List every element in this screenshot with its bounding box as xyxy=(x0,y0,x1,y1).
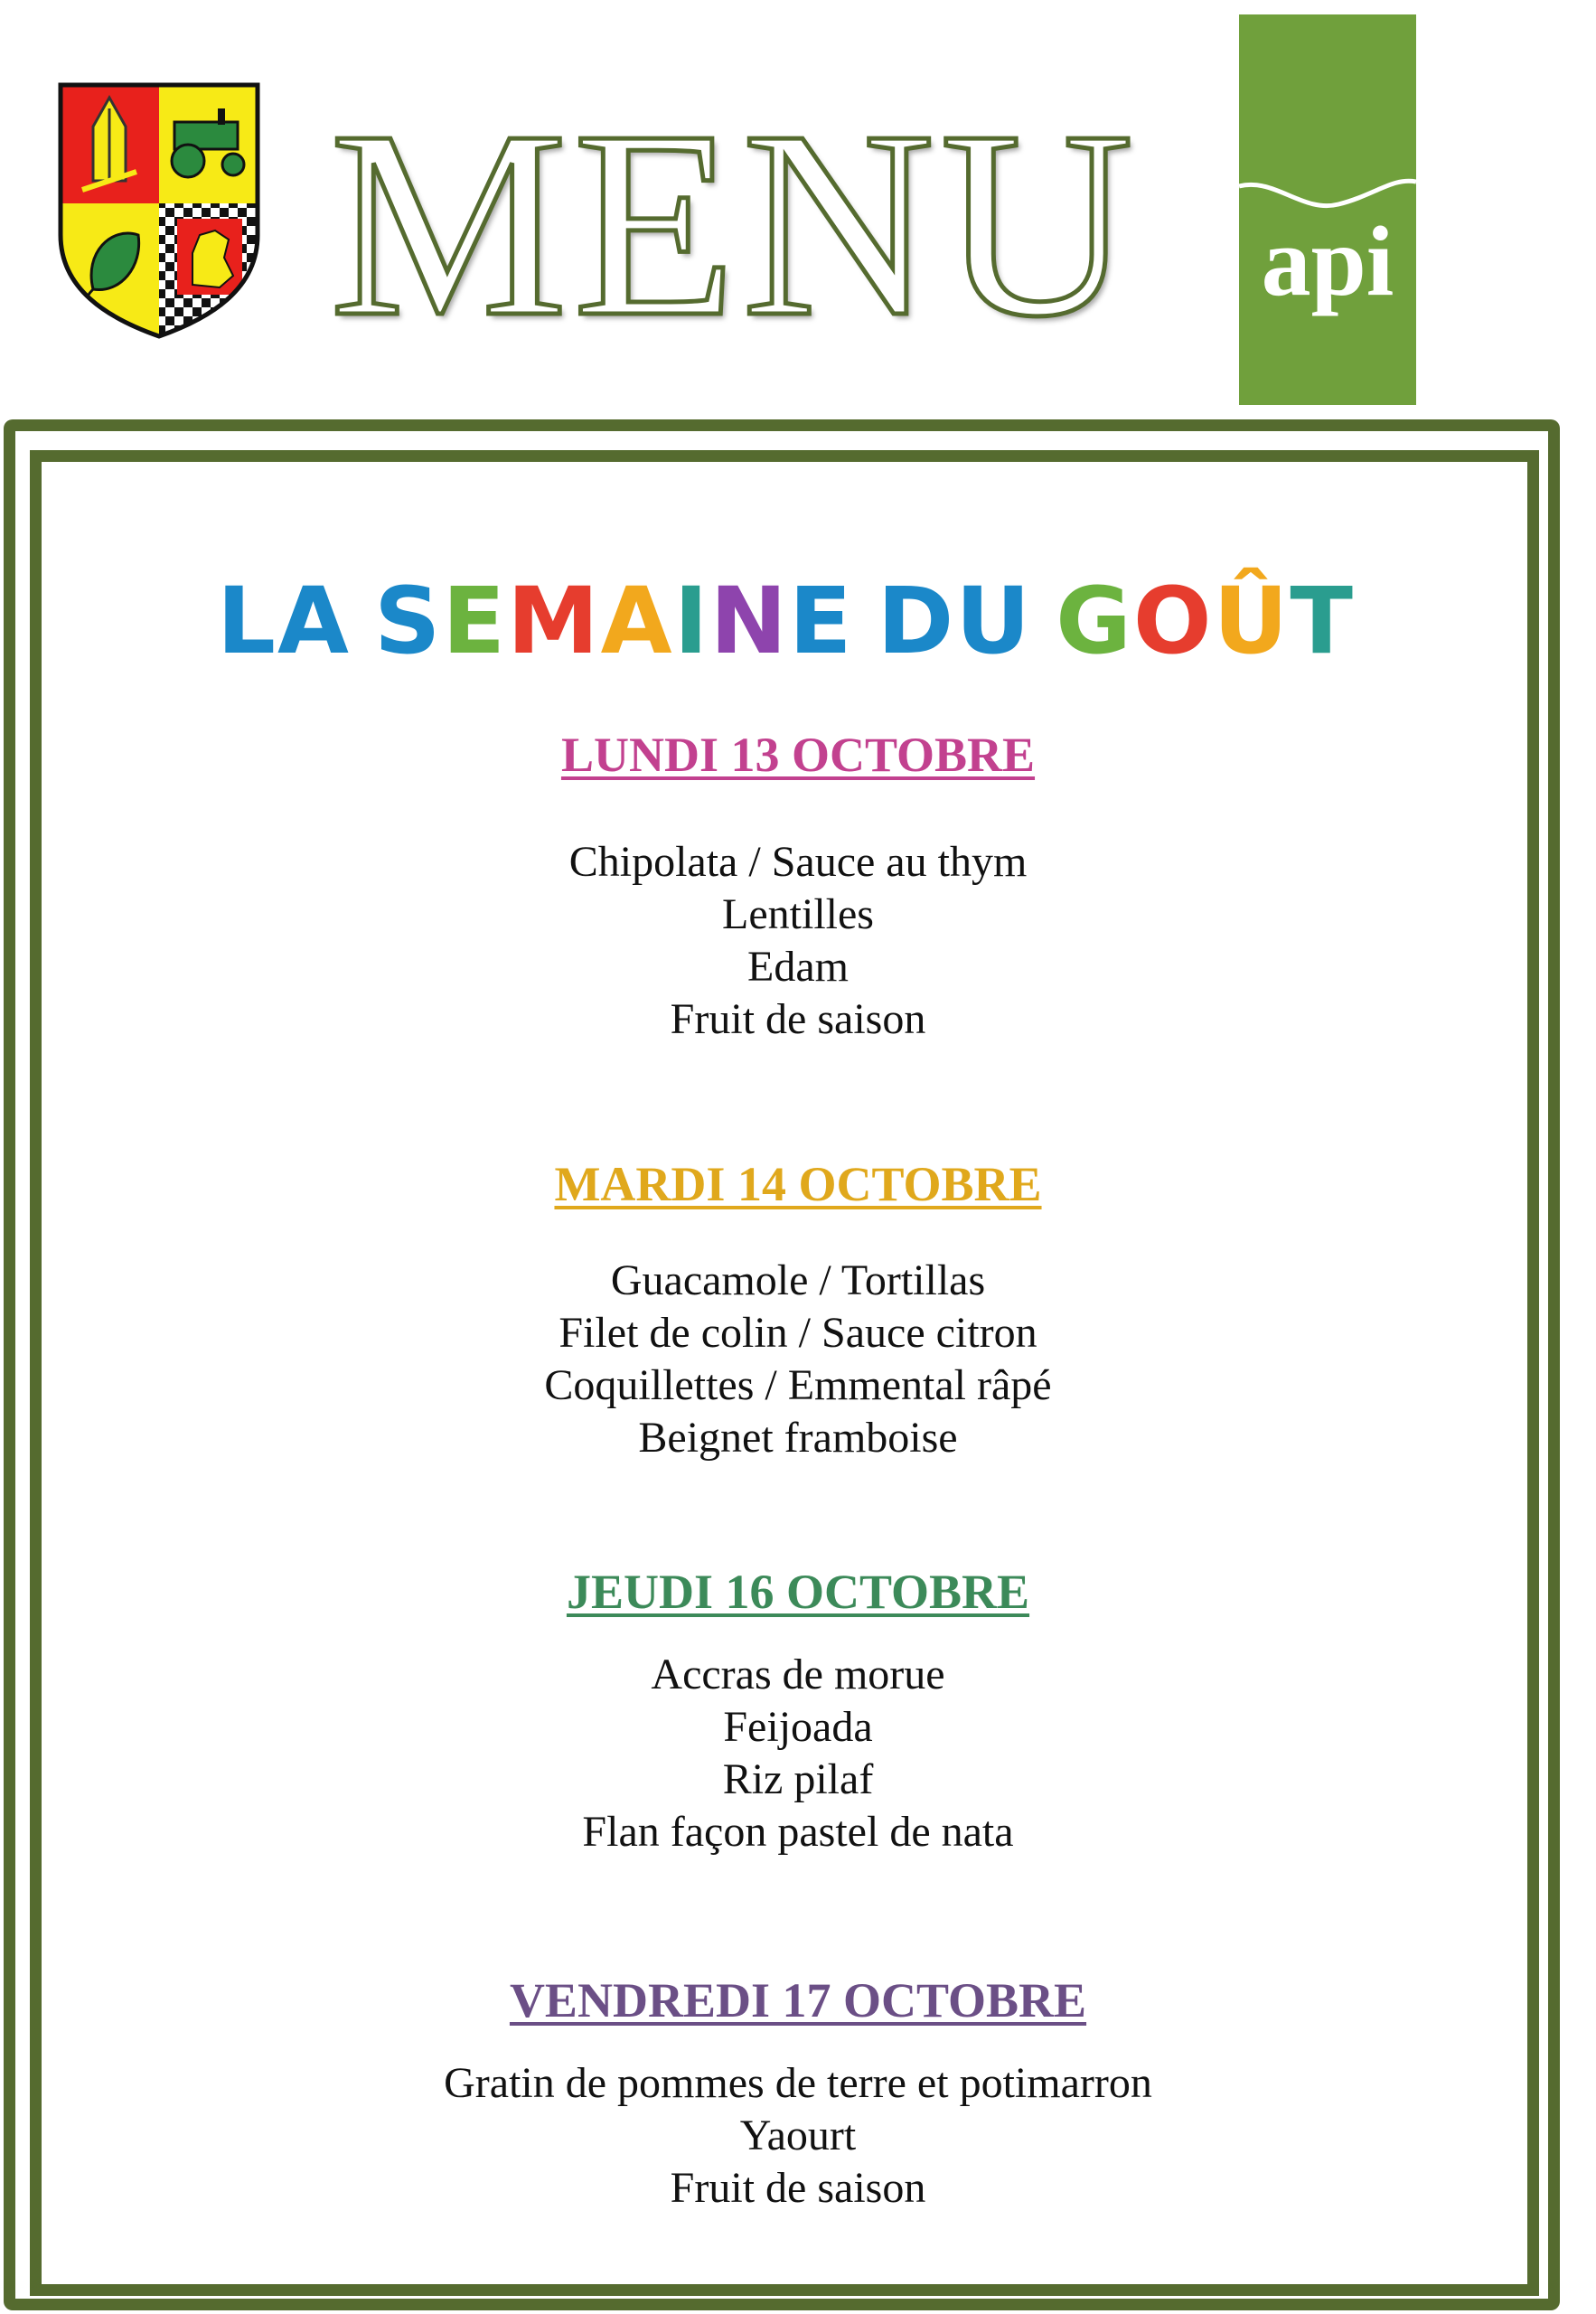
event-logo-letter: E xyxy=(442,568,508,675)
event-logo-letter: M xyxy=(507,568,601,675)
event-logo xyxy=(217,568,1355,675)
menu-item: Beignet framboise xyxy=(638,1414,958,1462)
api-logo-text: api xyxy=(1261,206,1394,316)
menu-item: Edam xyxy=(747,943,849,991)
event-logo-word xyxy=(217,568,351,675)
menu-item: Coquillettes / Emmental râpé xyxy=(544,1361,1052,1409)
event-logo-letter: E xyxy=(788,568,854,675)
day-section xyxy=(0,1157,1596,1464)
event-logo-letter: O xyxy=(1132,568,1214,675)
menu-item: Gratin de pommes de terre et potimarron xyxy=(444,2059,1152,2107)
event-logo-letter: A xyxy=(277,568,351,675)
event-logo-letter: I xyxy=(673,568,710,675)
day-title: LUNDI 13 OCTOBRE xyxy=(560,728,1036,782)
event-logo-letter: L xyxy=(217,568,277,675)
event-logo-letter: D xyxy=(877,568,956,675)
menu-item: Fruit de saison xyxy=(670,2164,926,2212)
event-logo-letter: A xyxy=(600,568,674,675)
event-logo-letter: Û xyxy=(1213,568,1291,675)
coat-of-arms-logo xyxy=(57,81,261,340)
event-logo-letter: S xyxy=(373,568,443,675)
day-title: VENDREDI 17 OCTOBRE xyxy=(509,1973,1087,2027)
menu-item: Feijoada xyxy=(723,1703,873,1751)
event-logo-word xyxy=(373,568,854,675)
day-section xyxy=(0,1973,1596,2215)
day-title: JEUDI 16 OCTOBRE xyxy=(566,1565,1030,1619)
menu-item: Filet de colin / Sauce citron xyxy=(559,1309,1037,1357)
api-logo xyxy=(1239,14,1416,405)
menu-item: Riz pilaf xyxy=(722,1755,874,1803)
event-logo-word xyxy=(877,568,1033,675)
menu-item: Chipolata / Sauce au thym xyxy=(568,838,1028,886)
day-section xyxy=(0,1565,1596,1858)
menu-item: Accras de morue xyxy=(651,1651,945,1698)
menu-item: Guacamole / Tortillas xyxy=(610,1256,986,1304)
day-title: MARDI 14 OCTOBRE xyxy=(554,1157,1042,1211)
event-logo-word xyxy=(1056,568,1355,675)
menu-item: Fruit de saison xyxy=(670,995,926,1043)
menu-item: Lentilles xyxy=(722,890,874,938)
menu-item: Yaourt xyxy=(739,2112,857,2159)
menu-item: Flan façon pastel de nata xyxy=(582,1808,1014,1856)
event-logo-letter: N xyxy=(709,568,789,675)
event-logo-letter: G xyxy=(1056,568,1133,675)
menu-title: MENU xyxy=(329,76,1140,372)
day-section xyxy=(0,728,1596,1046)
event-logo-letter: U xyxy=(955,568,1033,675)
event-logo-letter: T xyxy=(1290,568,1355,675)
